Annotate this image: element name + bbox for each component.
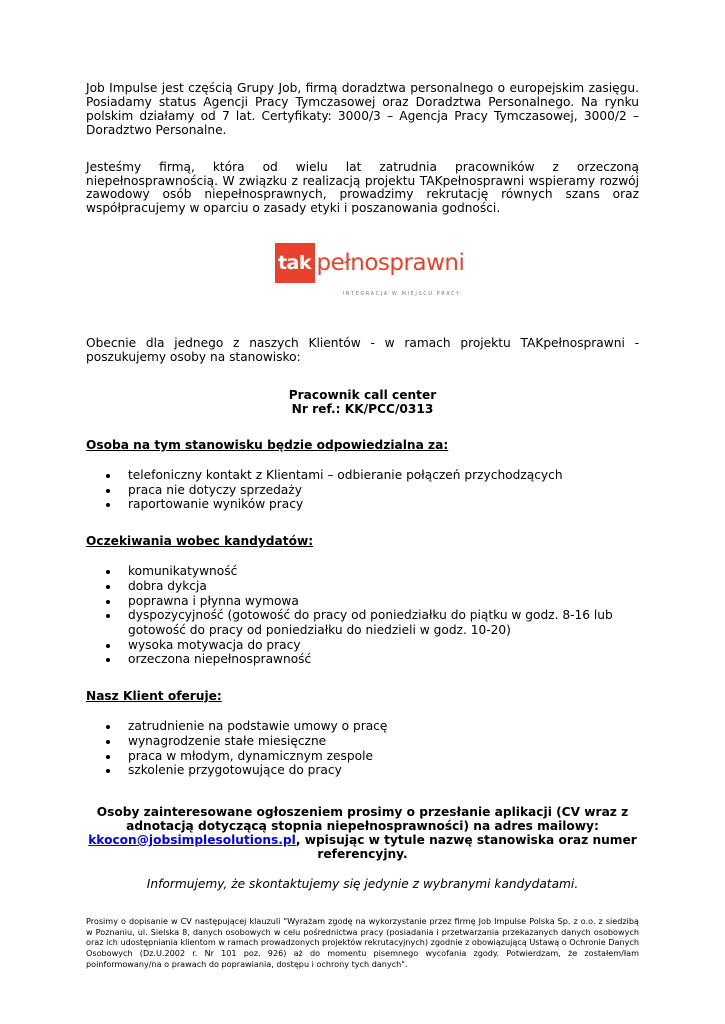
logo-wordmark: pełnosprawni — [316, 250, 465, 277]
bullet-icon — [106, 570, 110, 574]
responsibilities-list — [86, 468, 639, 512]
expectations-heading: Oczekiwania wobec kandydatów: — [86, 534, 314, 549]
list-item: dyspozycyjność (gotowość do pracy od poniedziałku do piątku w godz. 8-16 lub gotowość do pracy od poniedziałku do niedzieli w godz. 10-20) — [86, 608, 639, 637]
bullet-icon — [106, 474, 110, 478]
bullet-icon — [106, 489, 110, 493]
closing-note: Informujemy, że skontaktujemy się jedynie z wybranymi kandydatami. — [146, 876, 579, 891]
responsibilities-heading: Osoba na tym stanowisku będzie odpowiedzialna za: — [86, 438, 449, 453]
application-text-after: , wpisując w tytule nazwę stanowiska oraz numer referencyjny. — [295, 832, 637, 861]
bullet-icon — [106, 740, 110, 744]
list-item: dobra dykcja — [86, 579, 639, 594]
intro-paragraph-mission: Jesteśmy firmą, która od wielu lat zatrudnia pracowników z orzeczoną niepełnosprawnością. W związku z realizacją projektu TAKpełnosprawni wspieramy rozwój zawodowy osób niepełnosprawnych, prowadzimy rekrutację równych szans oraz współpracujemy w oparciu o zasady etyki i poszanowania godności. — [86, 159, 639, 216]
list-item: poprawna i płynna wymowa — [86, 594, 639, 609]
tak-pelnosprawni-logo — [86, 243, 639, 307]
logo-tak-box: tak — [275, 243, 315, 283]
bullet-icon — [106, 658, 110, 662]
list-item: orzeczona niepełnosprawność — [86, 652, 639, 667]
bullet-icon — [106, 614, 110, 618]
list-item: szkolenie przygotowujące do pracy — [86, 763, 639, 778]
email-link[interactable]: kkocon@jobsimplesolutions.pl — [88, 832, 296, 847]
consent-clause: Prosimy o dopisanie w CV następującej klauzuli "Wyrażam zgodę na wykorzystanie przez firmę Job Impulse Polska Sp. z o.o. z siedzibą w Poznaniu, ul. Sielska 8, danych osobowych w celu pośrednictwa pracy (posiadania i przetwarzania przekazanych danych osobowych oraz ich udostępniania klientom w ramach prowadzonych projektów rekrutacyjnych) zgodnie z obowiązującą Ustawą o Ochronie Danych Osobowych (Dz.U.2002 r. Nr 101 poz. 926) aż do momentu pisemnego wycofania zgody. Potwierdzam, że zostałem/łam poinformowany/na o prawach do poprawiania, dostępu i ochrony tych danych". — [86, 915, 639, 969]
list-item: praca w młodym, dynamicznym zespole — [86, 749, 639, 764]
job-title: Pracownik call center — [288, 388, 437, 403]
logo-tagline: INTEGRACJA W MIEJSCU PRACY — [342, 291, 461, 298]
bullet-icon — [106, 503, 110, 507]
list-item: raportowanie wyników pracy — [86, 497, 639, 512]
project-intro: Obecnie dla jednego z naszych Klientów - w ramach projektu TAKpełnosprawni - poszukujemy osoby na stanowisko: — [86, 336, 639, 365]
expectations-list — [86, 564, 639, 667]
bullet-icon — [106, 644, 110, 648]
bullet-icon — [106, 725, 110, 729]
job-heading — [86, 388, 639, 416]
bullet-icon — [106, 769, 110, 773]
intro-paragraph-company: Job Impulse jest częścią Grupy Job, firmą doradztwa personalnego o europejskim zasięgu. Posiadamy status Agencji Pracy Tymczasowej oraz Doradztwa Personalnego. Na rynku polskim działamy od 7 lat. Certyfikaty: 3000/3 – Agencja Pracy Tymczasowej, 3000/2 – Doradztwo Personalne. — [86, 81, 639, 137]
bullet-icon — [106, 600, 110, 604]
application-instructions — [86, 805, 639, 861]
list-item: komunikatywność — [86, 564, 639, 579]
list-item: praca nie dotyczy sprzedaży — [86, 483, 639, 498]
bullet-icon — [106, 585, 110, 589]
offer-heading: Nasz Klient oferuje: — [86, 689, 222, 704]
list-item: telefoniczny kontakt z Klientami – odbieranie połączeń przychodzących — [86, 468, 639, 483]
document-page — [86, 82, 639, 969]
offer-list — [86, 719, 639, 778]
job-reference: Nr ref.: KK/PCC/0313 — [291, 402, 434, 417]
list-item: wynagrodzenie stałe miesięczne — [86, 734, 639, 749]
list-item: zatrudnienie na podstawie umowy o pracę — [86, 719, 639, 734]
bullet-icon — [106, 755, 110, 759]
list-item: wysoka motywacja do pracy — [86, 638, 639, 653]
application-text-before: Osoby zainteresowane ogłoszeniem prosimy o przesłanie aplikacji (CV wraz z adnotacją dotyczącą stopnia niepełnosprawności) na adres mailowy: — [96, 804, 629, 833]
